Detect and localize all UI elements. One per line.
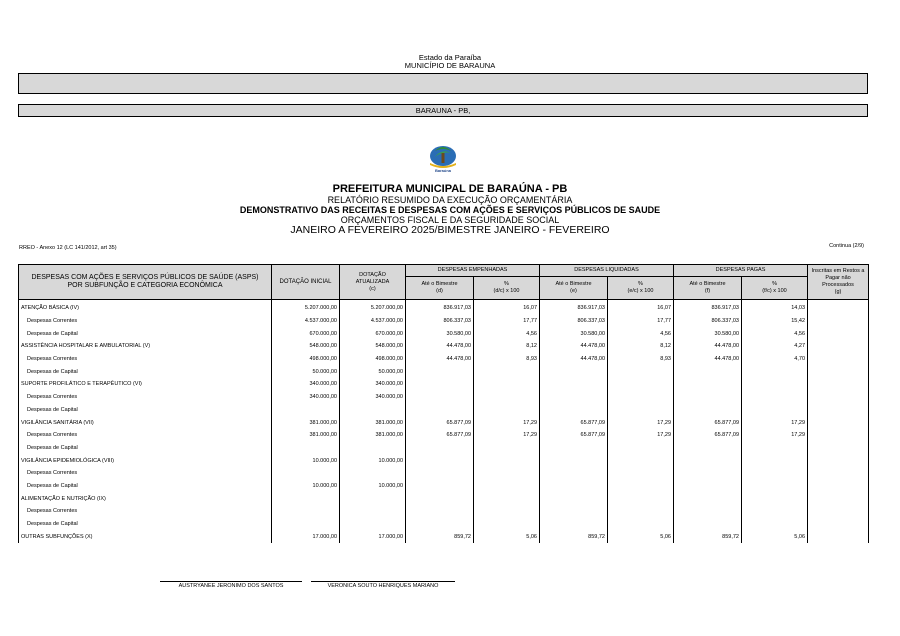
row-value: 17,77 [608, 315, 674, 328]
row-value [540, 365, 608, 378]
row-value: 381.000,00 [340, 416, 406, 429]
row-value: 16,07 [608, 300, 674, 315]
row-value: 17,77 [474, 315, 540, 328]
row-value [808, 353, 869, 366]
row-value [474, 404, 540, 417]
row-value: 340.000,00 [340, 378, 406, 391]
row-value [808, 518, 869, 531]
row-value: 65.877,09 [406, 429, 474, 442]
row-value [808, 530, 869, 543]
row-value [340, 518, 406, 531]
municipality-name: MUNICÍPIO DE BARAUNA [404, 61, 496, 70]
row-value [674, 404, 742, 417]
row-value [674, 378, 742, 391]
table-row [19, 327, 869, 340]
row-value: 859,72 [406, 530, 474, 543]
col-pag-pct-header [742, 277, 808, 300]
row-value: 17,29 [608, 429, 674, 442]
row-value [540, 492, 608, 505]
row-value [474, 505, 540, 518]
row-value: 340.000,00 [272, 391, 340, 404]
row-value: 340.000,00 [272, 378, 340, 391]
row-label: OUTRAS SUBFUNÇÕES (X) [19, 530, 272, 543]
row-value: 5,06 [474, 530, 540, 543]
row-value [808, 492, 869, 505]
row-value: 44.478,00 [406, 353, 474, 366]
row-value [340, 467, 406, 480]
row-value: 836.917,03 [406, 300, 474, 315]
row-value [808, 429, 869, 442]
table-row [19, 404, 869, 417]
row-value: 4,56 [608, 327, 674, 340]
row-value [808, 378, 869, 391]
row-value [608, 518, 674, 531]
col-pag-pct-line2: (f/c) x 100 [762, 288, 787, 294]
row-value [608, 480, 674, 493]
row-value [272, 492, 340, 505]
row-value: 4,56 [474, 327, 540, 340]
row-value [340, 505, 406, 518]
row-value [742, 391, 808, 404]
row-value [808, 340, 869, 353]
row-label: ATENÇÃO BÁSICA (IV) [19, 300, 272, 315]
signature-left: AUSTRYANEE JERONIMO DOS SANTOS [160, 581, 302, 589]
period-title: JANEIRO A FEVEREIRO 2025/BIMESTRE JANEIRO - FEVEREIRO [290, 224, 610, 236]
table-row [19, 454, 869, 467]
row-value [742, 454, 808, 467]
row-value: 4,70 [742, 353, 808, 366]
row-value: 8,93 [608, 353, 674, 366]
prefeitura-title: PREFEITURA MUNICIPAL DE BARAÚNA - PB [332, 183, 568, 195]
report-header [0, 54, 900, 70]
anexo-reference: RREO - Anexo 12 (LC 141/2012, art 35) [19, 245, 117, 251]
row-value: 4,56 [742, 327, 808, 340]
row-value [540, 467, 608, 480]
row-value [406, 505, 474, 518]
row-value: 15,42 [742, 315, 808, 328]
row-value [406, 365, 474, 378]
row-value [540, 454, 608, 467]
row-value: 806.337,03 [540, 315, 608, 328]
col-restos-line2: Pagar não [825, 275, 851, 281]
row-value [406, 492, 474, 505]
row-value: 30.580,00 [674, 327, 742, 340]
table-row [19, 518, 869, 531]
row-label: Despesas de Capital [19, 327, 272, 340]
municipality-band: BARAUNA - PB, [18, 104, 868, 117]
row-value [742, 467, 808, 480]
row-value: 16,07 [474, 300, 540, 315]
col-emp-ate-line1: Até o Bimestre [421, 281, 458, 287]
col-liq-pct-line2: (e/c) x 100 [627, 288, 654, 294]
row-value: 30.580,00 [406, 327, 474, 340]
row-value: 44.478,00 [674, 340, 742, 353]
row-value: 17.000,00 [272, 530, 340, 543]
row-value: 10.000,00 [340, 480, 406, 493]
row-value [406, 378, 474, 391]
row-label: VIGILÂNCIA EPIDEMIOLÓGICA (VIII) [19, 454, 272, 467]
row-value: 44.478,00 [406, 340, 474, 353]
state-name: Estado da Paraíba [418, 53, 482, 62]
row-value [340, 492, 406, 505]
row-value: 65.877,09 [406, 416, 474, 429]
row-value [808, 416, 869, 429]
row-label: SUPORTE PROFILÁTICO E TERAPÊUTICO (VI) [19, 378, 272, 391]
row-value [742, 365, 808, 378]
row-label: VIGILÂNCIA SANITÁRIA (VII) [19, 416, 272, 429]
row-value: 10.000,00 [272, 454, 340, 467]
row-value: 17,29 [608, 416, 674, 429]
table-row [19, 492, 869, 505]
demonstrativo-title: DEMONSTRATIVO DAS RECEITAS E DESPESAS COM AÇÕES E SERVIÇOS PÚBLICOS DE SAUDE [239, 205, 661, 215]
logo-text: Baraúna [434, 168, 451, 173]
row-value [808, 442, 869, 455]
col-emp-pct-line1: % [504, 281, 509, 287]
col-restos-line3: Processados [822, 282, 854, 288]
col-empenhadas-group: DESPESAS EMPENHADAS [406, 265, 540, 277]
col-description-line2: POR SUBFUNÇÃO E CATEGORIA ECONÔMICA [67, 282, 223, 289]
row-label: Despesas de Capital [19, 404, 272, 417]
row-value [474, 467, 540, 480]
row-value [674, 391, 742, 404]
row-value: 17.000,00 [340, 530, 406, 543]
row-value: 65.877,09 [674, 416, 742, 429]
table-row [19, 391, 869, 404]
row-value [540, 378, 608, 391]
row-value: 5.207.000,00 [340, 300, 406, 315]
municipal-logo-icon [425, 141, 461, 177]
row-value [742, 518, 808, 531]
row-value: 44.478,00 [674, 353, 742, 366]
row-value [406, 391, 474, 404]
row-label: Despesas Correntes [19, 429, 272, 442]
report-titles [0, 183, 900, 236]
row-value [608, 378, 674, 391]
col-pag-ate-header [674, 277, 742, 300]
row-value: 548.000,00 [272, 340, 340, 353]
row-value [608, 442, 674, 455]
row-label: ALIMENTAÇÃO E NUTRIÇÃO (IX) [19, 492, 272, 505]
table-row [19, 300, 869, 315]
col-dotacao-atualizada-line1: DOTAÇÃO [359, 271, 386, 278]
row-value: 859,72 [540, 530, 608, 543]
table-row [19, 353, 869, 366]
table-row [19, 340, 869, 353]
col-liq-ate-header [540, 277, 608, 300]
row-value: 65.877,09 [540, 429, 608, 442]
row-value: 381.000,00 [272, 416, 340, 429]
row-value [474, 391, 540, 404]
row-value [808, 505, 869, 518]
row-value [406, 404, 474, 417]
row-value [742, 505, 808, 518]
asps-expenses-table [18, 264, 869, 543]
row-value [608, 365, 674, 378]
row-value [272, 404, 340, 417]
row-value: 8,93 [474, 353, 540, 366]
table-row [19, 429, 869, 442]
row-value [608, 391, 674, 404]
col-emp-pct-line2: (d/c) x 100 [493, 288, 520, 294]
row-value [674, 505, 742, 518]
col-restos-header [808, 265, 869, 300]
row-value [406, 480, 474, 493]
row-value [742, 442, 808, 455]
row-value [406, 454, 474, 467]
row-value: 5,06 [608, 530, 674, 543]
row-value [474, 442, 540, 455]
table-row [19, 530, 869, 543]
row-value [540, 505, 608, 518]
row-value: 5.207.000,00 [272, 300, 340, 315]
row-value [742, 480, 808, 493]
row-value [272, 467, 340, 480]
row-label: Despesas Correntes [19, 467, 272, 480]
row-value: 17,29 [474, 416, 540, 429]
table-row [19, 467, 869, 480]
relatorio-title: RELATÓRIO RESUMIDO DA EXECUÇÃO ORÇAMENTÁRIA [327, 195, 573, 205]
row-value [608, 492, 674, 505]
row-value: 5,06 [742, 530, 808, 543]
row-value: 65.877,09 [540, 416, 608, 429]
table-header-row [19, 265, 869, 277]
col-liq-ate-line1: Até o Bimestre [555, 281, 592, 287]
table-row [19, 480, 869, 493]
row-value: 30.580,00 [540, 327, 608, 340]
row-label: Despesas Correntes [19, 505, 272, 518]
row-value [474, 492, 540, 505]
row-label: Despesas de Capital [19, 480, 272, 493]
row-value [674, 518, 742, 531]
row-value: 670.000,00 [272, 327, 340, 340]
row-value: 17,29 [742, 429, 808, 442]
col-liquidadas-group: DESPESAS LIQUIDADAS [540, 265, 674, 277]
row-value [540, 480, 608, 493]
row-value [808, 365, 869, 378]
col-pag-pct-line1: % [772, 281, 777, 287]
row-value: 806.337,03 [406, 315, 474, 328]
row-value [272, 442, 340, 455]
row-value [406, 518, 474, 531]
row-value: 498.000,00 [340, 353, 406, 366]
col-dotacao-atualizada-line3: (c) [369, 285, 376, 292]
row-value [808, 315, 869, 328]
col-dotacao-atualizada-line2: ATUALIZADA [355, 278, 390, 285]
col-restos-line4: (g) [834, 289, 842, 295]
row-label: Despesas de Capital [19, 365, 272, 378]
row-value: 670.000,00 [340, 327, 406, 340]
col-emp-ate-header [406, 277, 474, 300]
row-value [808, 454, 869, 467]
row-value [608, 454, 674, 467]
row-value [272, 518, 340, 531]
row-value [808, 327, 869, 340]
row-value: 50.000,00 [272, 365, 340, 378]
col-liq-pct-line1: % [638, 281, 643, 287]
row-value [474, 378, 540, 391]
row-value: 44.478,00 [540, 340, 608, 353]
table-row [19, 378, 869, 391]
row-value [474, 480, 540, 493]
row-value [674, 442, 742, 455]
row-value: 498.000,00 [272, 353, 340, 366]
col-pag-ate-line2: (f) [704, 288, 711, 294]
row-value [540, 442, 608, 455]
row-value: 4.537.000,00 [340, 315, 406, 328]
col-emp-ate-line2: (d) [436, 288, 443, 294]
row-value: 50.000,00 [340, 365, 406, 378]
row-value [674, 454, 742, 467]
row-value: 8,12 [474, 340, 540, 353]
row-value [406, 442, 474, 455]
row-value [474, 454, 540, 467]
row-value [540, 518, 608, 531]
row-value: 340.000,00 [340, 391, 406, 404]
row-value [742, 378, 808, 391]
row-value [340, 442, 406, 455]
col-liq-ate-line2: (e) [570, 288, 577, 294]
row-value [406, 467, 474, 480]
table-row [19, 442, 869, 455]
col-emp-pct-header [474, 277, 540, 300]
row-value: 17,29 [474, 429, 540, 442]
row-value [540, 404, 608, 417]
row-value: 859,72 [674, 530, 742, 543]
row-label: Despesas Correntes [19, 391, 272, 404]
row-value: 10.000,00 [340, 454, 406, 467]
row-label: Despesas Correntes [19, 315, 272, 328]
row-label: Despesas de Capital [19, 442, 272, 455]
row-label: ASSISTÊNCIA HOSPITALAR E AMBULATORIAL (V) [19, 340, 272, 353]
row-value: 44.478,00 [540, 353, 608, 366]
table-row [19, 416, 869, 429]
row-value [742, 492, 808, 505]
row-value [340, 404, 406, 417]
row-value [742, 404, 808, 417]
row-value [808, 300, 869, 315]
row-value: 4.537.000,00 [272, 315, 340, 328]
row-value [674, 467, 742, 480]
row-value [808, 467, 869, 480]
table-row [19, 505, 869, 518]
page-continuation: Continua (2/9) [829, 243, 864, 249]
col-dotacao-atualizada-header [340, 265, 406, 300]
row-value [474, 365, 540, 378]
row-value: 65.877,09 [674, 429, 742, 442]
row-value [808, 404, 869, 417]
row-value: 10.000,00 [272, 480, 340, 493]
signature-right: VERONICA SOUTO HENRIQUES MARIANO [311, 581, 455, 589]
col-restos-line1: Inscritas em Restos a [811, 268, 865, 274]
table-row [19, 365, 869, 378]
row-value: 381.000,00 [272, 429, 340, 442]
row-value [272, 505, 340, 518]
row-value: 14,03 [742, 300, 808, 315]
row-value: 836.917,03 [540, 300, 608, 315]
header-gray-band [18, 73, 868, 94]
row-value: 17,29 [742, 416, 808, 429]
row-value [808, 391, 869, 404]
col-dotacao-inicial-header: DOTAÇÃO INICIAL [272, 265, 340, 300]
row-value [608, 467, 674, 480]
row-value [540, 391, 608, 404]
row-value [674, 492, 742, 505]
orcamentos-title: ORÇAMENTOS FISCAL E DA SEGURIDADE SOCIAL [340, 215, 560, 225]
row-value: 381.000,00 [340, 429, 406, 442]
col-description-header [19, 265, 272, 300]
row-value: 8,12 [608, 340, 674, 353]
row-value [474, 518, 540, 531]
row-value [608, 404, 674, 417]
row-value: 548.000,00 [340, 340, 406, 353]
col-description-line1: DESPESAS COM AÇÕES E SERVIÇOS PÚBLICOS DE SAÚDE (ASPS) [31, 274, 259, 281]
row-label: Despesas Correntes [19, 353, 272, 366]
row-value [608, 505, 674, 518]
row-value: 836.917,03 [674, 300, 742, 315]
row-value [808, 480, 869, 493]
col-pagas-group: DESPESAS PAGAS [674, 265, 808, 277]
table-row [19, 315, 869, 328]
row-label: Despesas de Capital [19, 518, 272, 531]
row-value [674, 480, 742, 493]
col-pag-ate-line1: Até o Bimestre [689, 281, 726, 287]
row-value: 806.337,03 [674, 315, 742, 328]
col-liq-pct-header [608, 277, 674, 300]
table-body [19, 300, 869, 544]
row-value [674, 365, 742, 378]
row-value: 4,27 [742, 340, 808, 353]
